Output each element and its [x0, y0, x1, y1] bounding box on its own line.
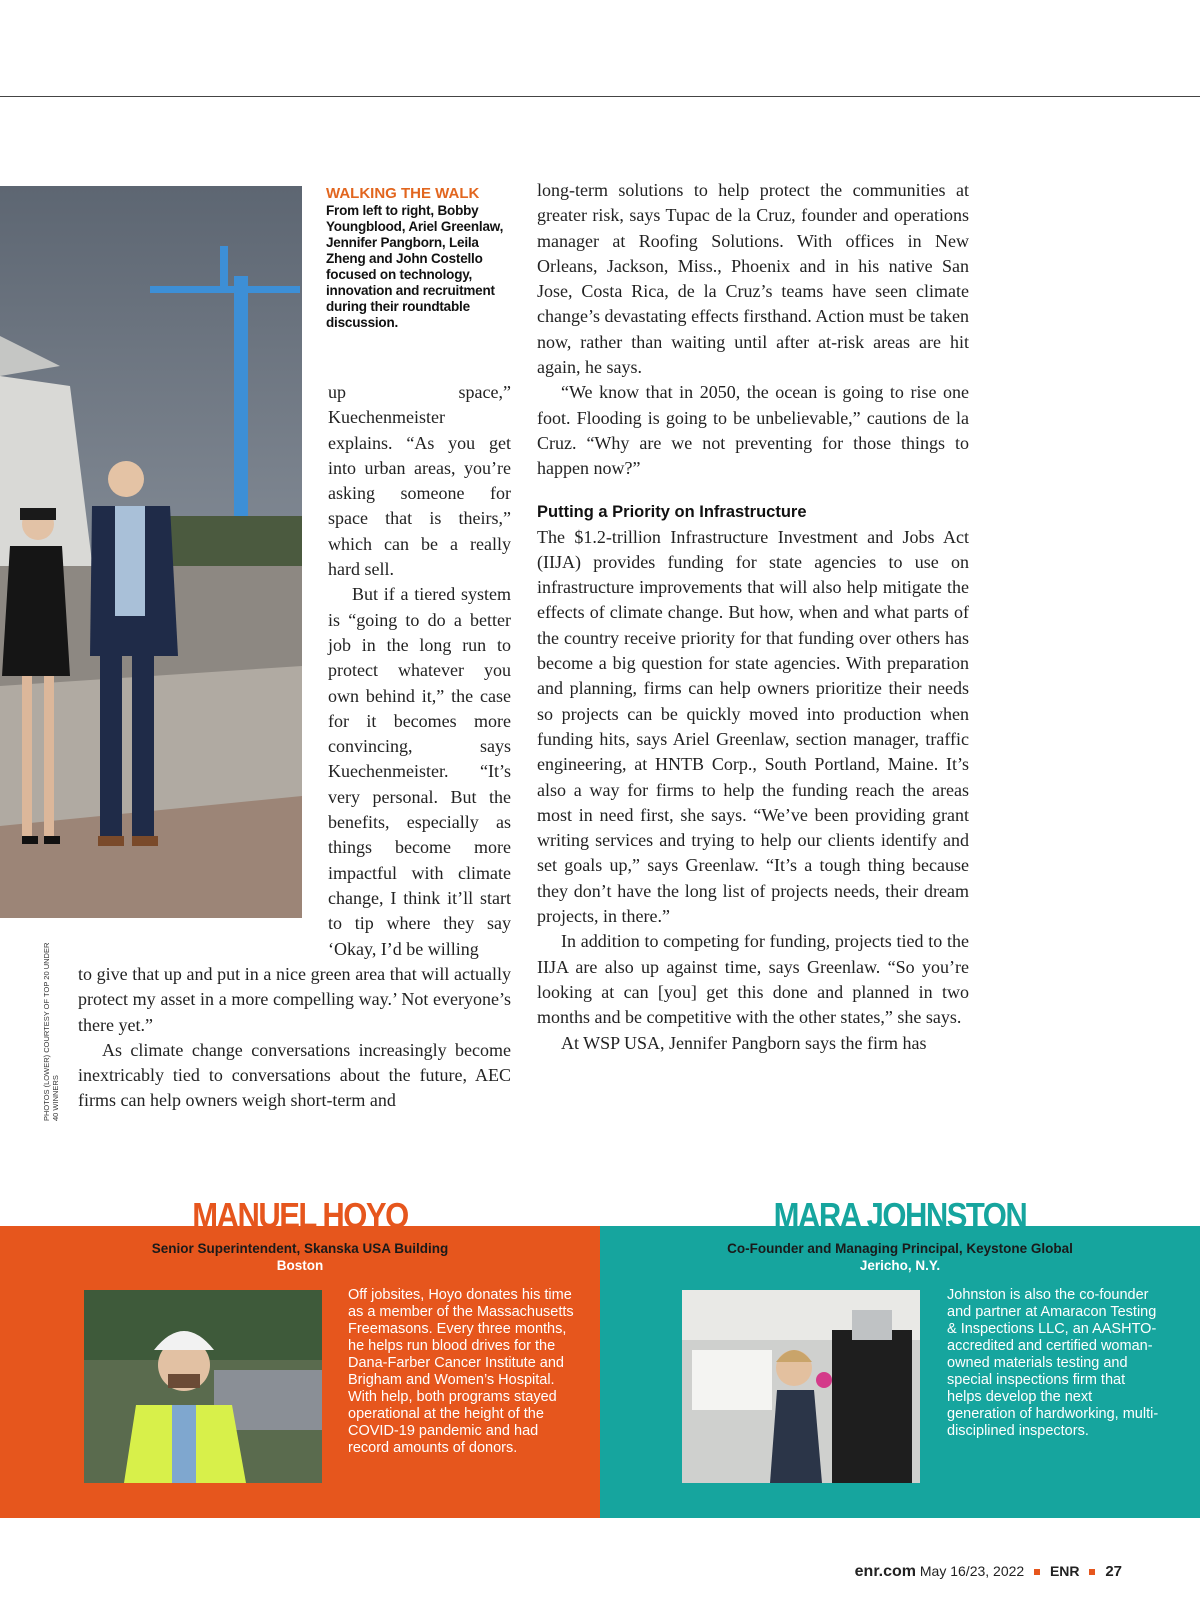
footer-site[interactable]: enr.com	[854, 1563, 916, 1580]
footer-date: May 16/23, 2022	[919, 1563, 1025, 1579]
photo-credit: PHOTOS (LOWER) COURTESY OF TOP 20 UNDER 40 WINNERS	[42, 942, 60, 1121]
photo-caption	[326, 185, 516, 331]
roundtable-photo	[0, 186, 302, 918]
profile-name: MANUEL HOYO	[192, 1195, 408, 1236]
profile-bio: Johnston is also the co-founder and partner at Amaracon Testing & Inspections LLC, an AASHTO-accredited and certified woman-owned materials testing and special inspections firm that helps develop the next generation of hardworking, multi-disciplined inspectors.	[947, 1287, 1159, 1439]
article-paragraph: up space,” Kuechenmeister explains. “As you get into urban areas, you’re asking someone for space that is theirs,” which can be a really hard sell.	[328, 382, 511, 580]
article-paragraph: long-term solutions to help protect the communities at greater risk, says Tupac de la Cruz, founder and operations manager at Roofing Solutions. With offices in New Orleans, Jackson, Miss., Phoenix and in his native San Jose, Costa Rica, de la Cruz’s teams have seen climate change’s devastating effects firsthand. Action must be taken now, rather than waiting until after at-risk areas are hit again, he says.	[537, 180, 969, 378]
profile-title	[600, 1240, 1200, 1274]
johnston-portrait-illustration	[682, 1290, 920, 1483]
profile-job-title: Co-Founder and Managing Principal, Keystone Global	[727, 1241, 1073, 1256]
separator-square-icon	[1089, 1569, 1095, 1575]
profile-location: Jericho, N.Y.	[859, 1258, 941, 1273]
article-column-wide	[78, 962, 511, 1114]
article-paragraph: The $1.2-trillion Infrastructure Investment and Jobs Act (IIJA) provides funding for state agencies to use on infrastructure improvements that will also help mitigate the effects of climate change. But how, when and what parts of the country receive priority for that funding over others has become a big question for state agencies. With preparation and planning, firms can help owners prioritize their needs so projects can be quickly moved into production when funding hits, says Ariel Greenlaw, section manager, traffic engineering, at HNTB Corp., South Portland, Maine. It’s also a way for firms to help the funding reach the areas most in need first, she says. “We’ve been providing grant writing services and trying to help our clients identify and set goals up,” says Greenlaw. “It’s a tough thing because they don’t have the long list of projects needs, their dream projects, in there.”	[537, 526, 969, 927]
caption-title: WALKING THE WALK	[326, 185, 480, 202]
footer-brand: ENR	[1049, 1563, 1080, 1579]
separator-square-icon	[1034, 1569, 1040, 1575]
article-paragraph: At WSP USA, Jennifer Pangborn says the firm has	[561, 1032, 927, 1053]
article-paragraph: In addition to competing for funding, projects tied to the IIJA are also up against time, says Greenlaw. “So you’re looking at can [you] get this done and planned in two months and be competitive with the other states,” she says.	[537, 931, 969, 1028]
top-rule	[0, 96, 1200, 97]
profile-name: MARA JOHNSTON	[773, 1195, 1027, 1236]
article-column-narrow	[328, 380, 511, 962]
article-paragraph: “We know that in 2050, the ocean is going to rise one foot. Flooding is going to be unbelievable,” cautions de la Cruz. “Why are we not preventing for those things to happen now?”	[537, 382, 969, 479]
page-number: 27	[1105, 1563, 1122, 1580]
hoyo-portrait-illustration	[84, 1290, 322, 1483]
profile-photo-johnston	[682, 1290, 920, 1483]
roundtable-photo-illustration	[0, 186, 302, 918]
profile-bio: Off jobsites, Hoyo donates his time as a member of the Massachusetts Freemasons. Every three months, he helps run blood drives for the Dana-Farber Cancer Institute and Brigham and Women’s Hospital. With help, both programs stayed operational at the height of the COVID-19 pandemic and had record amounts of donors.	[348, 1287, 574, 1456]
profile-job-title: Senior Superintendent, Skanska USA Building	[151, 1241, 449, 1256]
article-paragraph: As climate change conversations increasingly become inextricably tied to conversations about the future, AEC firms can help owners weigh short-term and	[78, 1039, 511, 1111]
article-subhead: Putting a Priority on Infrastructure	[537, 502, 807, 521]
article-column-right	[537, 178, 969, 1056]
profile-photo-hoyo	[84, 1290, 322, 1483]
caption-text: From left to right, Bobby Youngblood, Ariel Greenlaw, Jennifer Pangborn, Leila Zheng and John Costello focused on technology, innovation and recruitment during their roundtable discussion.	[326, 203, 504, 330]
profile-location: Boston	[276, 1258, 324, 1273]
profile-title	[0, 1240, 600, 1274]
article-paragraph: to give that up and put in a nice green area that will actually protect my asset in a more compelling way.’ Not everyone’s there yet.”	[78, 964, 511, 1035]
article-paragraph: But if a tiered system is “going to do a better job in the long run to protect whatever you own behind it,” the case for it becomes more convincing, says Kuechenmeister. “It’s very personal. But the benefits, especially as things become more impactful with climate change, I think it’ll start to tip where they say ‘Okay, I’d be willing	[328, 584, 511, 959]
page-footer	[855, 1563, 1122, 1581]
